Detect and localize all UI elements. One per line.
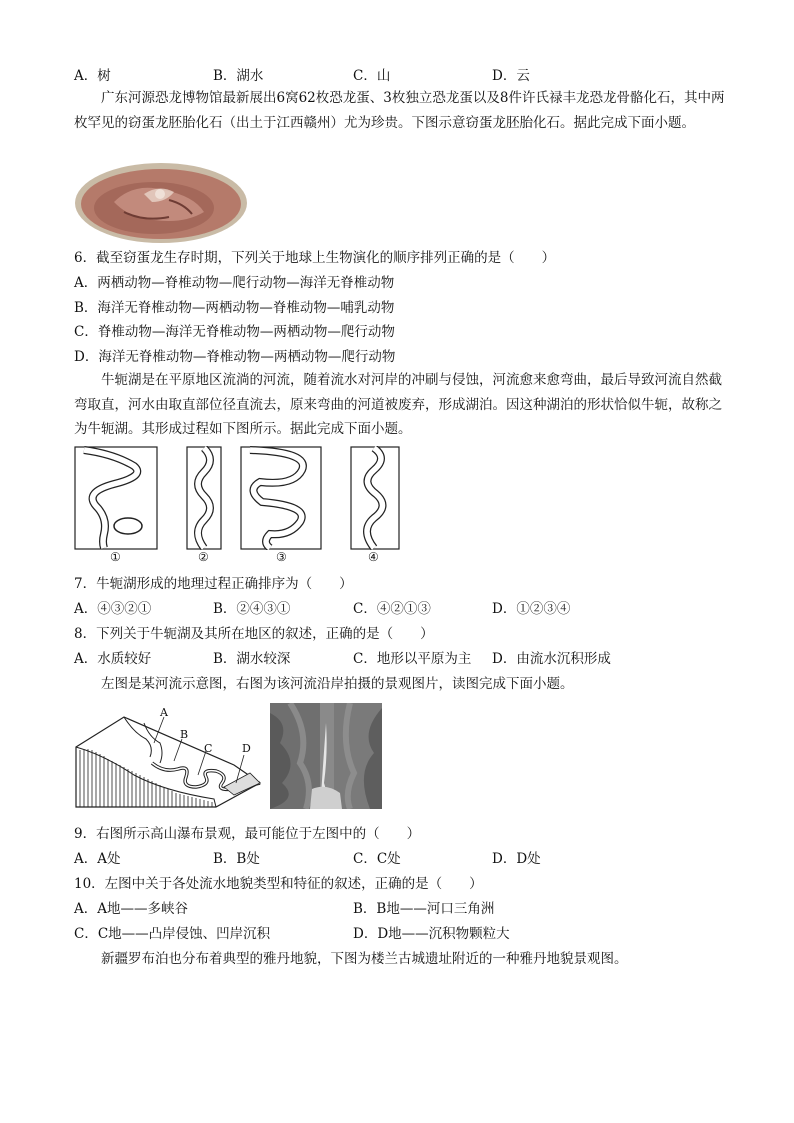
q9-option-b: B．B处 [213,851,260,867]
q7-option-a: A．④③②① [74,601,152,617]
q7-option-d: D．①②③④ [492,601,571,617]
q7-option-c: C．④②①③ [353,601,431,617]
q6-stem: 6．截至窃蛋龙生存时期，下列关于地球上生物演化的顺序排列正确的是（ ） [74,250,556,266]
q8-option-c: C．地形以平原为主 [353,651,472,667]
waterfall-photo [270,703,382,809]
river-label-a: A [160,706,168,719]
oxbow-label-3: ③ [276,550,287,564]
q10-option-b: B．B地——河口三角洲 [353,901,495,917]
q7-stem: 7．牛轭湖形成的地理过程正确排序为（ ） [74,576,353,592]
q6-option-a: A．两栖动物—脊椎动物—爬行动物—海洋无脊椎动物 [74,275,395,291]
q9-option-d: D．D处 [492,851,541,867]
river-label-c: C [204,742,213,755]
oxbow-label-2: ② [198,550,209,564]
q9-option-a: A．A处 [74,851,121,867]
q5-option-d: D．云 [492,68,530,84]
intro-yardang-paragraph: 新疆罗布泊也分布着典型的雅丹地貌，下图为楼兰古城遗址附近的一种雅丹地貌景观图。 [101,951,628,967]
q5-option-c: C．山 [353,68,391,84]
q8-option-b: B．湖水较深 [213,651,291,667]
river-label-d: D [242,742,251,755]
intro-oxbow-paragraph: 牛轭湖是在平原地区流淌的河流，随着流水对河岸的冲刷与侵蚀，河流愈来愈弯曲，最后导致河流自然截弯取直，河水由取直部位径直流去，原来弯曲的河道被废弃，形成湖泊。因这种湖泊的形状恰似牛轭，故称之为牛轭湖。其形成过程如下图所示。据此完成下面小题。 [74,372,722,437]
oxbow-label-1: ① [110,550,121,564]
intro-river-paragraph: 左图是某河流示意图，右图为该河流沿岸拍摄的景观图片，读图完成下面小题。 [101,676,574,692]
river-diagram [74,703,264,809]
oxbow-figure-3 [240,446,322,550]
q8-option-a: A．水质较好 [74,651,152,667]
q6-option-d: D．海洋无脊椎动物—脊椎动物—两栖动物—爬行动物 [74,349,396,365]
q5-option-a: A．树 [74,68,111,84]
q10-option-d: D．D地——沉积物颗粒大 [353,926,510,942]
q10-option-a: A．A地——多峡谷 [74,901,188,917]
intro-dino-paragraph: 广东河源恐龙博物馆最新展出6窝62枚恐龙蛋、3枚独立恐龙蛋以及8件许氏禄丰龙恐龙骨骼化石，其中两枚罕见的窃蛋龙胚胎化石（出土于江西赣州）尤为珍贵。下图示意窃蛋龙胚胎化石。据此完成下面小题。 [74,90,725,131]
q6-option-c: C．脊椎动物—海洋无脊椎动物—两栖动物—爬行动物 [74,324,395,340]
oxbow-label-4: ④ [368,550,379,564]
oxbow-figure-2 [186,446,222,550]
q10-stem: 10．左图中关于各处流水地貌类型和特征的叙述，正确的是（ ） [74,876,483,892]
river-label-b: B [180,728,189,741]
q6-option-b: B．海洋无脊椎动物—两栖动物—脊椎动物—哺乳动物 [74,300,395,316]
q8-option-d: D．由流水沉积形成 [492,651,611,667]
q7-option-b: B．②④③① [213,601,291,617]
q10-option-c: C．C地——凸岸侵蚀、凹岸沉积 [74,926,271,942]
q9-stem: 9．右图所示高山瀑布景观，最可能位于左图中的（ ） [74,826,421,842]
oxbow-figure-1 [74,446,158,550]
q5-option-b: B．湖水 [213,68,264,84]
q9-option-c: C．C处 [353,851,401,867]
q8-stem: 8．下列关于牛轭湖及其所在地区的叙述，正确的是（ ） [74,626,434,642]
oxbow-figure-4 [350,446,400,550]
fossil-image [74,162,248,244]
